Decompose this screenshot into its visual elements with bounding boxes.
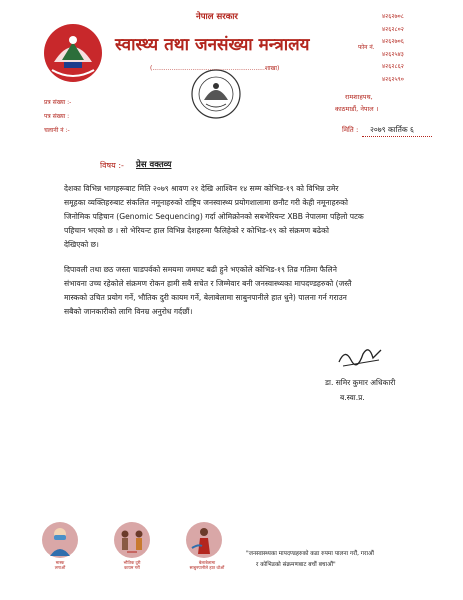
handwash-icon bbox=[186, 522, 222, 558]
mask-icon bbox=[42, 522, 78, 558]
distance-caption bbox=[112, 560, 152, 570]
paragraph-line: दिपावली तथा छठ जस्ता चाडपर्वको समयमा जमघट बढी हुने भएकोले कोभिड-१९ तिव्र गतिमा फैलिने bbox=[64, 265, 337, 274]
paragraph-1 bbox=[64, 182, 436, 252]
signature-icon bbox=[335, 340, 385, 370]
caption-line: साबुनपानीले हात धोऔं bbox=[189, 565, 225, 570]
cha-sankhya-label: पत्र संख्या : bbox=[44, 113, 70, 120]
signatory-title: ब.स्वा.प्र. bbox=[340, 393, 365, 402]
phone-list bbox=[382, 11, 404, 86]
nepal-emblem-left-icon bbox=[42, 22, 104, 84]
paragraph-line: देशका विभिन्न भागहरूबाट मिति २०७९ श्रावण २१ देखि आश्विन १४ सम्म कोभिड-१९ को विभिन्न उमेर bbox=[64, 184, 339, 193]
caption-line: बेलाबेलामा bbox=[198, 560, 216, 565]
caption-line: मास्क bbox=[55, 560, 65, 565]
paragraph-line: सबैको जानकारीको लागि विनम्र अनुरोध गर्दछौं। bbox=[64, 307, 193, 316]
phone-number: ४२६२५९० bbox=[382, 75, 404, 83]
address-line1: रामशाहपथ, bbox=[345, 93, 373, 101]
slogan-line: "जनस्वास्थ्यका मापदण्डहरुको कडा रुपमा पालना गरौं, गराऔं bbox=[246, 551, 374, 557]
paragraph-line: जिनोमिक पहिचान (Genomic Sequencing) गर्दा ओमिक्रोनको सबभेरियन्ट XBB नेपालमा पहिलो पटक bbox=[64, 212, 364, 221]
phone-number: ४२६२८०२ bbox=[382, 25, 404, 33]
date-value: २०७९ कार्तिक ६ bbox=[370, 125, 414, 134]
mask-caption bbox=[40, 560, 80, 570]
government-label: नेपाल सरकार bbox=[196, 12, 238, 22]
branch-line: (...........................................................शाखा) bbox=[150, 65, 280, 72]
caption-line: कायम गरौं bbox=[124, 565, 140, 570]
signatory-name: डा. समिर कुमार अधिकारी bbox=[325, 378, 396, 387]
phone-number: ४२६२७०८ bbox=[382, 13, 404, 20]
address-line2: काठमाडौं, नेपाल । bbox=[335, 105, 379, 113]
caption-line: भौतिक दुरी bbox=[123, 560, 141, 565]
paragraph-line: संभावना उच्च रहेकोले संक्रमण रोकन हामी सबै सचेत र जिम्मेवार बनी जनस्वास्थ्यका मापदण्डहरुको (जस्तै bbox=[64, 279, 352, 288]
ministry-title: स्वास्थ्य तथा जनसंख्या मन्त्रालय bbox=[115, 35, 310, 55]
phone-number: ४२६२८६२ bbox=[382, 63, 404, 70]
paragraph-line: देखिएको छ। bbox=[64, 240, 99, 249]
handwash-caption bbox=[184, 560, 230, 570]
subject-label: विषय :- bbox=[100, 161, 124, 170]
patra-sankhya-label: प्रत्र संख्या :- bbox=[44, 99, 72, 106]
phone-number: ४२६२५४३ bbox=[382, 50, 404, 58]
phone-number: ४२६२७०६ bbox=[382, 38, 404, 45]
phone-label: फोन नं. bbox=[358, 44, 375, 51]
chalani-label: चलानी नं :- bbox=[44, 127, 70, 134]
paragraph-line: समूहका व्यक्तिहरुबाट संकलित नमूनाहरुको राष्ट्रिय जनस्वास्थ्य प्रयोगशालामा छनौट गरी केही नमूनाहरुको bbox=[64, 198, 348, 207]
ministry-stamp-icon bbox=[190, 68, 242, 120]
caption-line: लगाऔं bbox=[54, 565, 66, 570]
subject-value: प्रेस वक्तव्य bbox=[136, 160, 172, 170]
date-label: मिति : bbox=[342, 126, 359, 134]
distance-icon bbox=[114, 522, 150, 558]
slogan-line: र कोभिडको संक्रमणबाट बचौं बचाऔं" bbox=[256, 562, 336, 568]
paragraph-line: पहिचान भएको छ । सो भेरियन्ट हाल विभिन्न देशहरुमा फैलिहेको र कोभिड-१९ को संक्रमण बढेको bbox=[64, 226, 329, 235]
slogan bbox=[246, 549, 374, 571]
paragraph-line: मास्कको उचित प्रयोग गर्ने, भौतिक दुरी कायम गर्ने, बेलाबेलामा साबुनपानीले हात धुने) पालना गर्न गराउन bbox=[64, 293, 347, 302]
date-underline bbox=[362, 136, 432, 137]
paragraph-2 bbox=[64, 263, 436, 319]
